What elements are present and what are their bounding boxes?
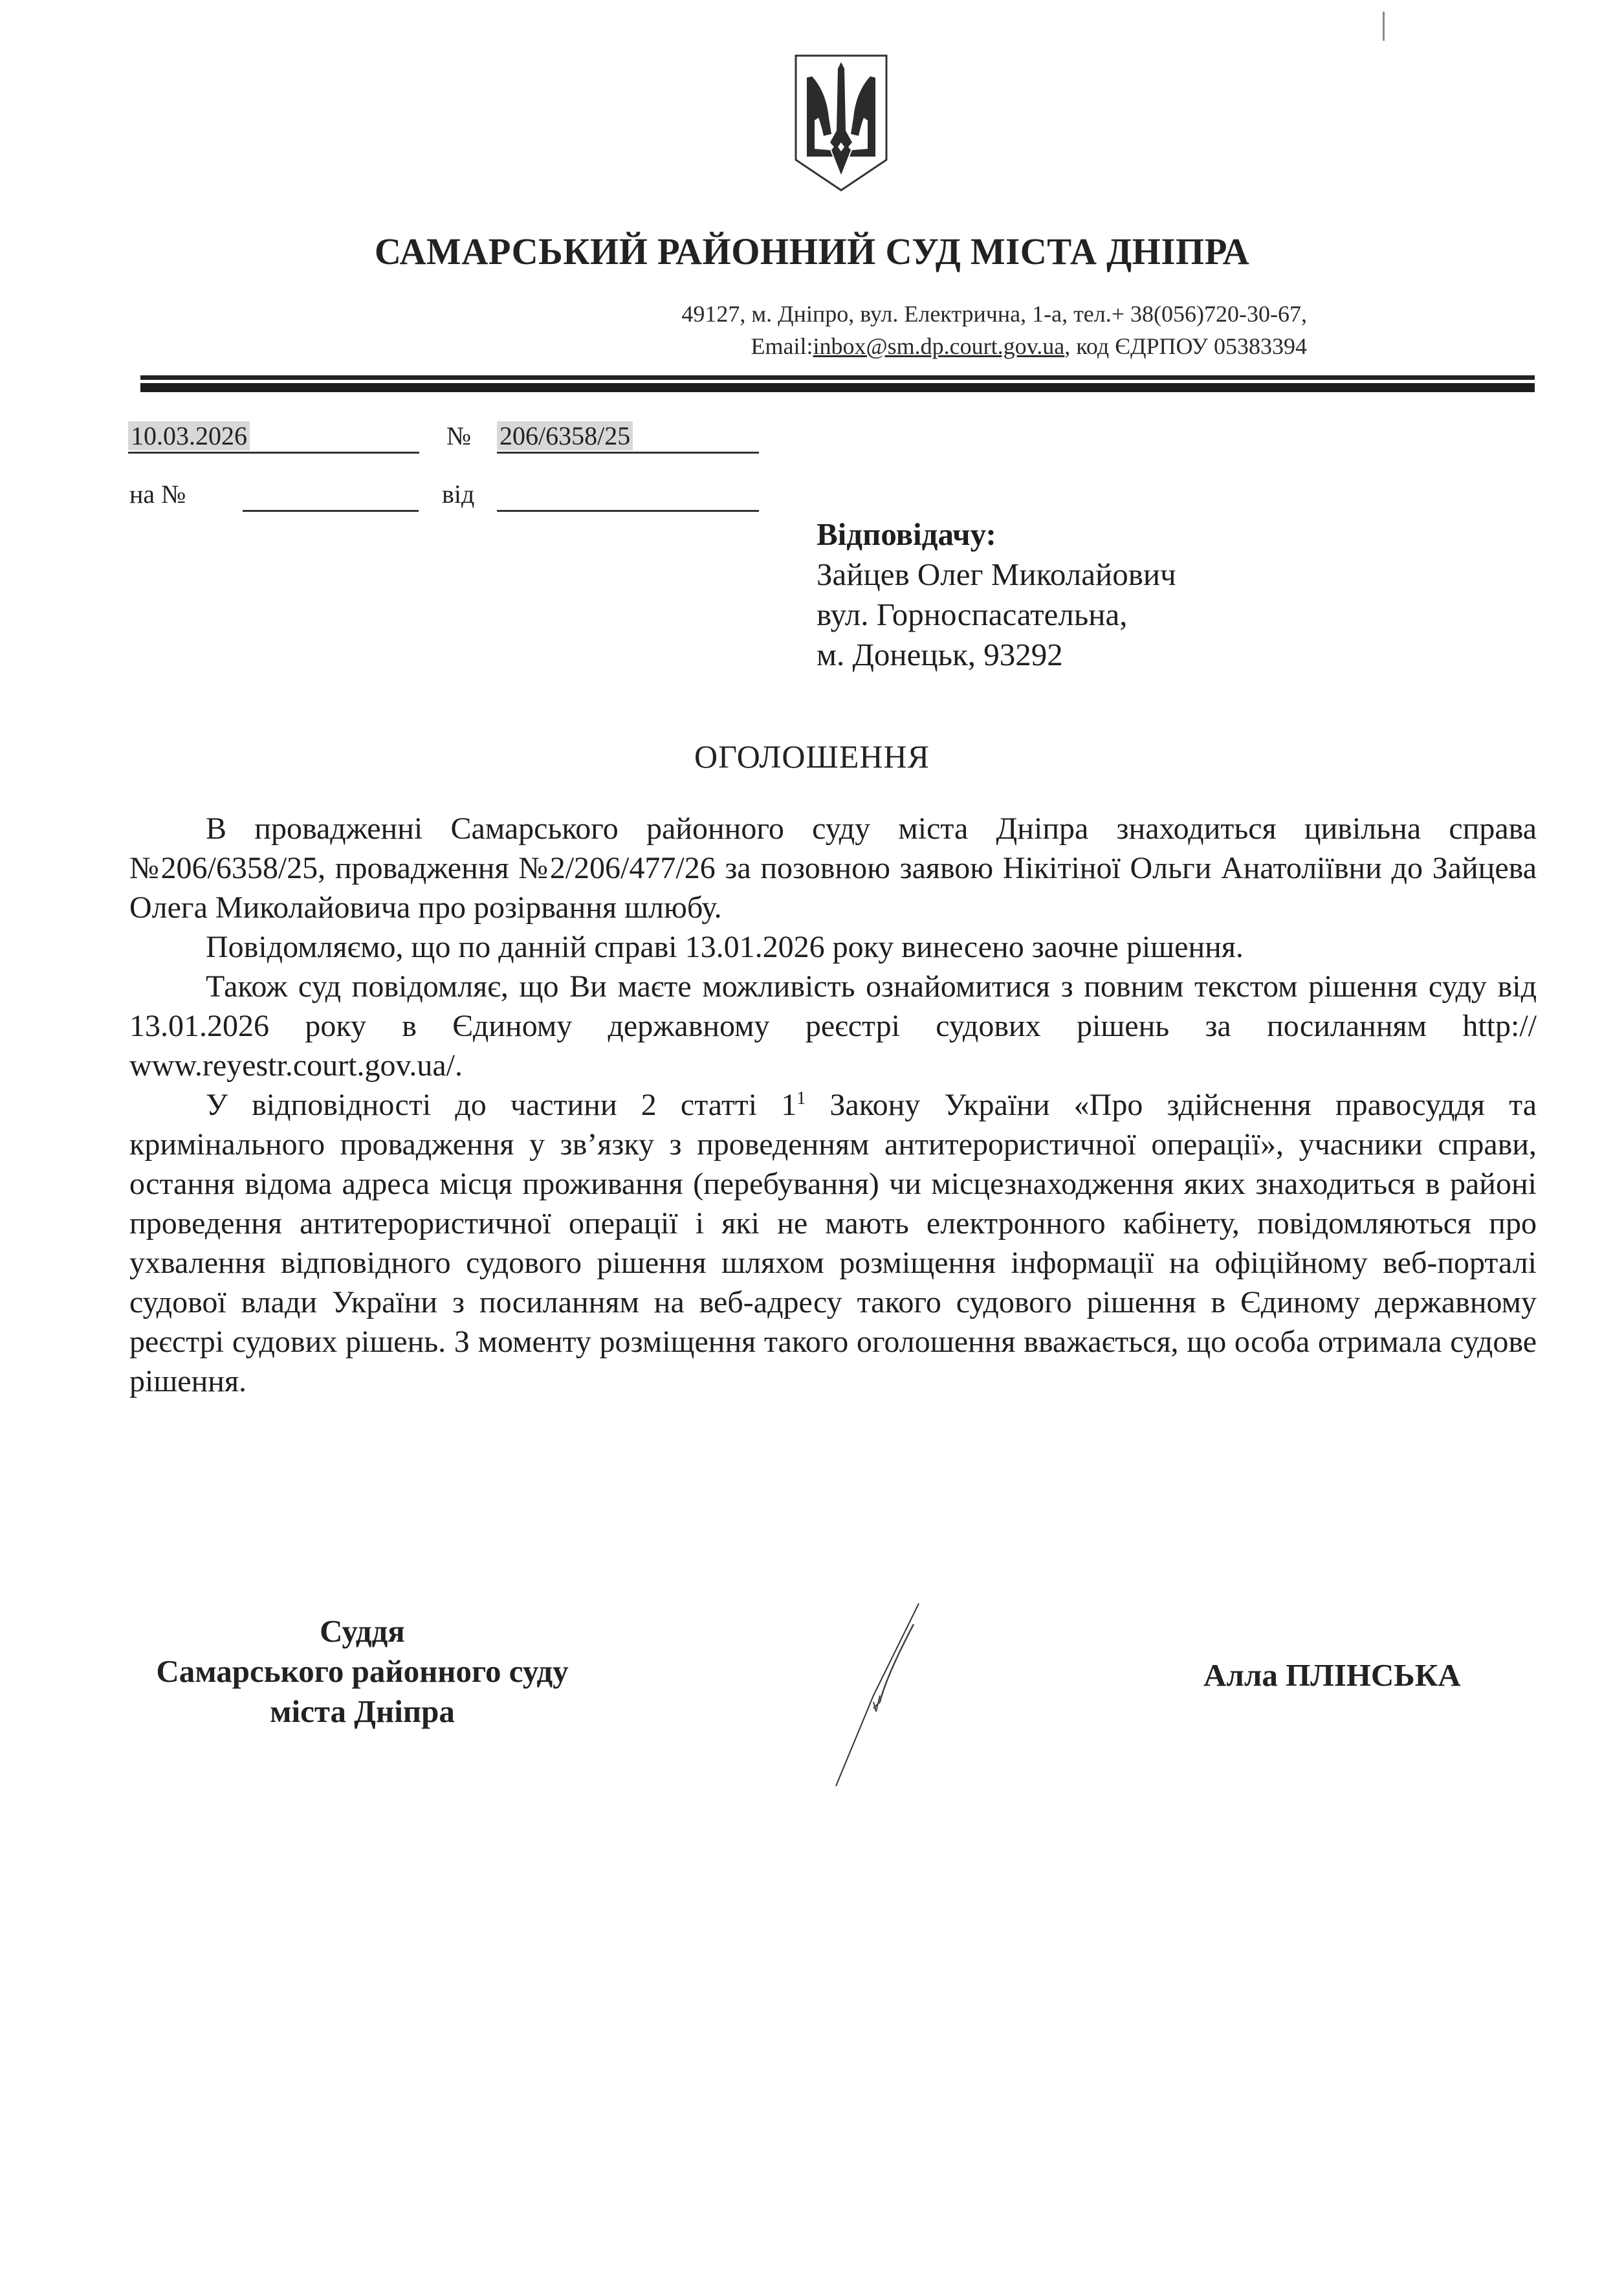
- reply-to-field: [243, 479, 419, 512]
- recipient-block: [817, 514, 1176, 675]
- judge-title-block: [104, 1611, 621, 1732]
- paragraph-registry-link: Також суд повідомляє, що Ви маєте можливість ознайомитися з повним текстом рішення суду від 13.01.2026 року в Єдиному державному реєстрі судових рішень за посиланням http:// www.reyestr.court.gov.ua/.: [129, 969, 1537, 1083]
- paragraph-case-info: В провадженні Самарського районного суду міста Дніпра знаходиться цивільна справа №206/6358/25, провадження №2/206/477/26 за позовною заявою Нікітіної Ольги Анатоліївни до Зайцева Олега Миколайовича про розірвання шлюбу.: [129, 811, 1537, 925]
- announcement-body: [129, 809, 1537, 1401]
- edrpou-code: , код ЄДРПОУ 05383394: [1064, 333, 1307, 359]
- court-email-line: [401, 330, 1307, 362]
- from-label: від: [442, 480, 475, 509]
- judge-title-line-2: Самарського районного суду: [156, 1653, 569, 1689]
- judge-title-line-1: Суддя: [320, 1613, 405, 1649]
- judge-title-line-3: міста Дніпра: [270, 1693, 455, 1729]
- court-email-link[interactable]: inbox@sm.dp.court.gov.ua: [813, 333, 1065, 359]
- reply-to-label: на №: [129, 480, 186, 509]
- letterhead-divider-thick: [140, 383, 1535, 392]
- recipient-name: Зайцев Олег Миколайович: [817, 557, 1176, 592]
- court-contacts: [401, 298, 1307, 362]
- outgoing-date-field: [128, 421, 419, 454]
- legal-basis-start: У відповідності до частини 2 статті 1: [206, 1088, 797, 1122]
- recipient-label: Відповідачу:: [817, 516, 996, 552]
- legal-basis-rest: Закону України «Про здійснення правосуддя та кримінального провадження у зв’язку з проведенням антитерористичної операції», учасники справи, остання відома адреса місця проживання (перебування) чи місцезнаходження яких знаходиться в районі проведення антитерористичної операції і які не мають електронного кабінету, повідомляються про ухвалення відповідного судового рішення шляхом розміщення інформації на офіційному веб-порталі судової влади України з посиланням на веб-адресу такого судового рішення в Єдиному державному реєстрі судових рішень. З моменту розміщення такого оголошення вважається, що особа отримала судове рішення.: [129, 1088, 1537, 1398]
- from-date-field: [497, 479, 759, 512]
- judge-name: Алла ПЛІНСЬКА: [1203, 1657, 1461, 1693]
- court-name-title: САМАРСЬКИЙ РАЙОННИЙ СУД МІСТА ДНІПРА: [374, 230, 1250, 272]
- email-label: Email:: [751, 333, 813, 359]
- recipient-street: вул. Горноспасательна,: [817, 597, 1128, 632]
- trident-coat-of-arms-icon: [793, 53, 890, 192]
- letterhead-divider-thin: [140, 375, 1535, 380]
- court-address: 49127, м. Дніпро, вул. Електрична, 1-а, тел.+ 38(056)720-30-67,: [681, 301, 1307, 327]
- paragraph-decision-notice: Повідомляємо, що по данній справі 13.01.2026 року винесено заочне рішення.: [206, 930, 1244, 964]
- outgoing-number-field: [497, 421, 759, 454]
- outgoing-number: 206/6358/25: [497, 421, 633, 450]
- article-superscript: 1: [796, 1088, 806, 1108]
- document-heading: ОГОЛОШЕННЯ: [694, 738, 930, 775]
- number-sign-label: №: [446, 421, 472, 450]
- scan-artifact-mark: [1383, 12, 1385, 41]
- paragraph-legal-basis: [129, 1085, 1537, 1401]
- handwritten-signature-icon: [776, 1598, 945, 1792]
- recipient-city: м. Донецьк, 93292: [817, 637, 1063, 672]
- outgoing-date: 10.03.2026: [128, 421, 250, 450]
